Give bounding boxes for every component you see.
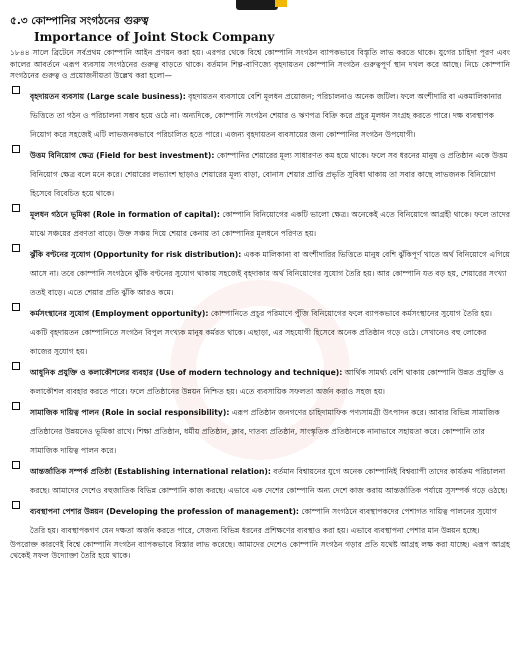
point-heading: সামাজিক দায়িত্ব পালন (Role in social responsibility): xyxy=(30,407,230,417)
point-text: বর্তমান বিশ্বায়নের যুগে অনেক কোম্পানিই বিশ্বব্যাপী তাদের কার্যক্রম পরিচালনা করছে। আমাদের দেশেও বহুজাতিক বিভিন্ন কোম্পানি কাজ করছে। এভাবে এক দেশের কোম্পানি অন্য দেশে কাজ করায় আন্তর্জাতিক পর্যায়ে সুসম্পর্ক গড়ে ওঠছে। xyxy=(30,466,508,495)
point-heading: আধুনিক প্রযুক্তি ও কলাকৌশলের ব্যবহার (Use of modern technology and technique): xyxy=(30,367,343,377)
point-heading: উত্তম বিনিয়োগ ক্ষেত্র (Field for best investment): xyxy=(30,150,215,160)
point-heading: ঝুঁকি বণ্টনের সুযোগ (Opportunity for risk distribution): xyxy=(30,249,242,259)
section-title-bengali: ৫.৩ কোম্পানির সংগঠনের গুরুত্ব xyxy=(10,15,149,27)
checkbox-bullet-icon xyxy=(12,145,20,153)
closing-paragraph: উপরোক্ত কারণেই বিশ্বে কোম্পানি সংগঠন ব্যাপকভাবে বিস্তার লাভ করেছে। আমাদের দেশেও কোম্পানি সংগঠন গড়ার প্রতি যথেষ্ট আগ্রহ লক্ষ করা যাচ্ছে। এরূপ আগ্রহ থেকেই সফল উদ্যোক্তা তৈরি হয়ে থাকে। xyxy=(10,539,510,561)
checkbox-bullet-icon xyxy=(12,501,20,509)
checkbox-bullet-icon xyxy=(12,303,20,311)
point-text: কোম্পানির শেয়ারের মূল্য সাধারণত কম হয়ে থাকে। ফলে সব ধরনের মানুষ ও প্রতিষ্ঠান একে উত্তম বিনিয়োগ ক্ষেত্র বলে মনে করে। শেয়ারের লভ্যাংশ ছাড়াও শেয়ারের মূল্য বাড়া, বোনাস শেয়ার প্রাপ্তি প্রভৃতি সুবিধা থাকায় তা সবার কাছে লাভজনক বিনিয়োগ হিসেবে বিবেচিত হয়ে থাকে। xyxy=(30,150,508,198)
list-item xyxy=(10,143,510,200)
checkbox-bullet-icon xyxy=(12,402,20,410)
list-item xyxy=(10,301,510,358)
point-heading: মূলধন গঠনে ভূমিকা (Role in formation of capital): xyxy=(30,209,220,219)
list-item xyxy=(10,400,510,457)
checkbox-bullet-icon xyxy=(12,86,20,94)
list-item xyxy=(10,459,510,497)
list-item xyxy=(10,360,510,398)
point-text: কোম্পানি বিনিয়োগের একটি ভালো ক্ষেত্র। অনেকেই এতে বিনিয়োগে আগ্রহী থাকে। ফলে তাদের মাঝে সঞ্চয়ের প্রবণতা বাড়ে। উক্ত সঞ্চয় দিয়ে শেয়ার কেনায় তা কোম্পানির মূলধনে পরিণত হয়। xyxy=(30,209,511,238)
section-title-english: Importance of Joint Stock Company xyxy=(34,30,275,44)
point-text: আর্থিক সামর্থ্য বেশি থাকায় কোম্পানি উন্নত প্রযুক্তি ও কলাকৌশল ব্যবহার করতে পারে। ফলে প্রতিষ্ঠানের উন্নয়ন নিশ্চিত হয়। এতে ব্যবসায়িক সফলতা অর্জন করাও সহজ হয়। xyxy=(30,367,504,396)
importance-list xyxy=(10,84,510,537)
point-heading: আন্তর্জাতিক সম্পর্ক প্রতিষ্ঠা (Establishing international relation): xyxy=(30,466,271,476)
list-item xyxy=(10,242,510,299)
intro-paragraph: ১৮৪৪ সালে ব্রিটেনে সর্বপ্রথম কোম্পানি আইন প্রণয়ন করা হয়। এরপর থেকে বিশ্বে কোম্পানি সংগঠন ব্যাপকভাবে বিস্তৃতি লাভ করতে থাকে। যুগের চাহিদা পূরণ এবং কালের আবর্তনে এরূপ ব্যবসায় সংগঠনের গুরুত্ব বাড়তে থাকে। বর্তমান শিল্প-বাণিজ্যে বৃহদায়তন কোম্পানি সংগঠন গুরুত্বপূর্ণ স্থান দখল করে আছে। নিচে কোম্পানি সংগঠনের গুরুত্ব ও প্রয়োজনীয়তা উল্লেখ করা হলো— xyxy=(10,48,510,81)
point-text: একক মালিকানা বা অংশীদারির ভিত্তিতে মানুষ বেশি ঝুঁকিপূর্ণ খাতে অর্থ বিনিয়োগে এগিয়ে আসে না। তবে কোম্পানি সংগঠনে ঝুঁকি বণ্টনের সুযোগ থাকায় সহজেই বৃহদাকার অর্থ বিনিয়োগের সুযোগ তৈরি হয়। আর কোম্পানি যত বড় হয়, শেয়ারের সংখ্যা ততই বাড়ে। এতে শেয়ার প্রতি ঝুঁকি আরও কমে। xyxy=(30,249,510,297)
checkbox-bullet-icon xyxy=(12,461,20,469)
publisher-logo xyxy=(236,0,278,10)
point-heading: কর্মসংস্থানের সুযোগ (Employment opportunity): xyxy=(30,308,209,318)
point-text: কোম্পানি সংগঠনে ব্যবস্থাপকদের পেশাগত দায়িত্ব পালনের সুযোগ তৈরি হয়। ব্যবস্থাপকগণ যেন দক্ষতা অর্জন করতে পারে, সেজন্য বিভিন্ন ধরনের প্রশিক্ষণের ব্যবস্থাও করা হয়। এভাবে ব্যবস্থাপনা পেশার মান উন্নয়ন হচ্ছে। xyxy=(30,506,497,535)
page-content xyxy=(10,14,510,562)
point-text: এরূপ প্রতিষ্ঠান জনগণের চাহিদামাফিক পণ্যসামগ্রী উৎপাদন করে। আবার বিভিন্ন সামাজিক প্রতিষ্ঠানের উন্নয়নেও ভূমিকা রাখে। শিক্ষা প্রতিষ্ঠান, ধর্মীয় প্রতিষ্ঠান, ক্লাব, দাতব্য প্রতিষ্ঠান, সাংস্কৃতিক প্রতিষ্ঠানকে নানাভাবে সহায়তা করে। কোম্পানি তার সামাজিক দায়িত্ব পালন করে। xyxy=(30,407,500,455)
point-heading: ব্যবস্থাপনা পেশার উন্নয়ন (Developing the profession of management): xyxy=(30,506,299,516)
list-item xyxy=(10,84,510,141)
list-item xyxy=(10,202,510,240)
point-text: বৃহদায়তন ব্যবসায়ে বেশি মূলধন প্রয়োজন; পরিচালনাও অনেক জটিল। ফলে অংশীদারি বা একমালিকানার ভিত্তিতে তা গঠন ও পরিচালনা সম্ভব হয়ে ওঠে না। অন্যদিকে, কোম্পানি সংগঠন শেয়ার ও ঋণপত্র বিক্রি করে প্রচুর মূলধন সংগ্রহ করতে পারে। দক্ষ ব্যবস্থাপক নিয়োগ করে সহজেই এটি লাভজনকভাবে পরিচালিত হতে পারে। এজন্য বৃহদায়তন ব্যবসায়ের জন্য কোম্পানির সংগঠন উপযোগী। xyxy=(30,91,502,139)
checkbox-bullet-icon xyxy=(12,204,20,212)
point-text: কোম্পানিতে প্রচুর পরিমাণে পুঁজি বিনিয়োগের ফলে ব্যাপকভাবে কর্মসংস্থানের সুযোগ তৈরি হয়। একটি বৃহদায়তন কোম্পানিতে সংগঠন বিপুল সংখ্যক মানুষ কর্মরত থাকে। এছাড়া, এর সহযোগী হিসেবে অনেক প্রতিষ্ঠান গড়ে ওঠে। সেখানেও বহু লোকের কাজের সুযোগ হয়। xyxy=(30,308,492,356)
checkbox-bullet-icon xyxy=(12,362,20,370)
point-heading: বৃহদায়তন ব্যবসায় (Large scale business): xyxy=(30,91,186,101)
list-item xyxy=(10,499,510,537)
checkbox-bullet-icon xyxy=(12,244,20,252)
